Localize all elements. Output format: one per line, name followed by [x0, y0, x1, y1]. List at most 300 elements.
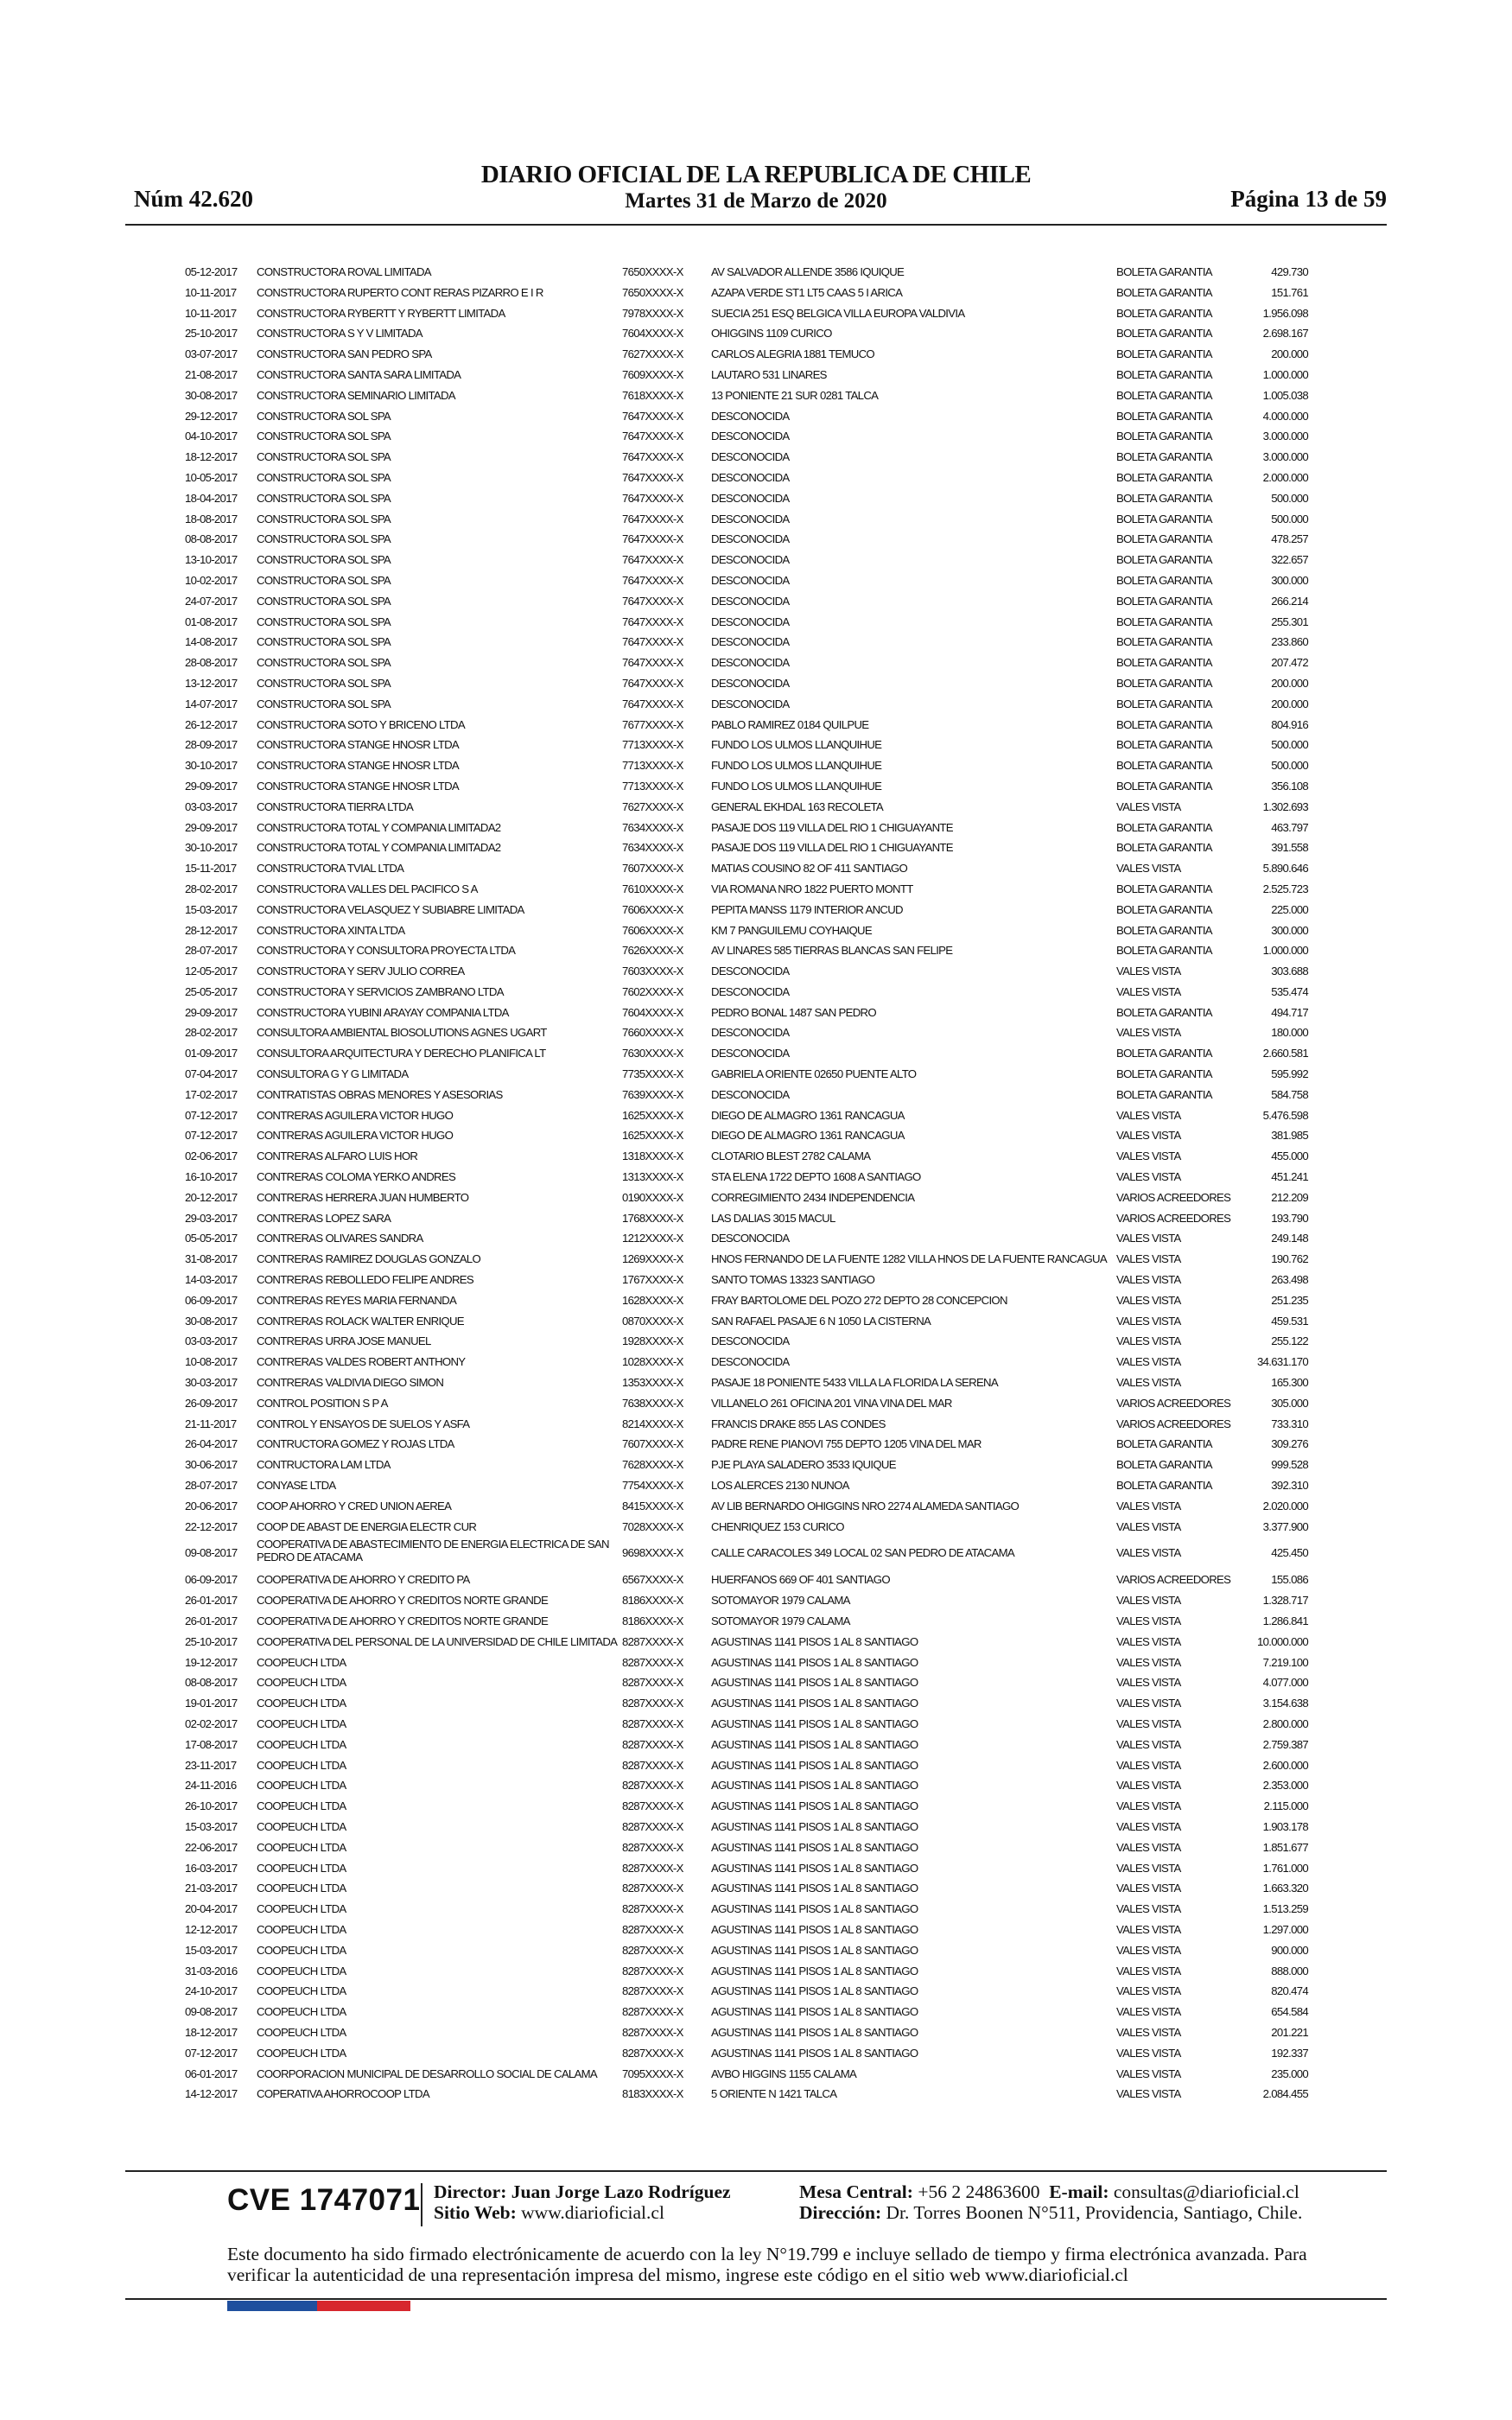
record-date: 10-08-2017 — [185, 1355, 238, 1369]
record-amount: 5.476.598 — [1262, 1108, 1308, 1122]
footer-divider-top — [125, 2170, 1387, 2172]
record-date: 29-09-2017 — [185, 1005, 238, 1019]
record-date: 29-03-2017 — [185, 1211, 238, 1225]
record-address: FUNDO LOS ULMOS LLANQUIHUE — [711, 738, 882, 752]
record-rut: 8186XXXX-X — [622, 1614, 683, 1627]
record-row — [185, 859, 1308, 880]
record-address: AGUSTINAS 1141 PISOS 1 AL 8 SANTIAGO — [711, 2005, 918, 2019]
record-rut: 8287XXXX-X — [622, 1840, 683, 1854]
record-amount: 3.154.638 — [1262, 1697, 1308, 1710]
record-amount: 584.758 — [1271, 1087, 1308, 1101]
record-rut: 1313XXXX-X — [622, 1170, 683, 1184]
record-type: VALES VISTA — [1116, 1614, 1181, 1627]
record-amount: 10.000.000 — [1256, 1634, 1308, 1648]
record-type: VALES VISTA — [1116, 984, 1181, 998]
record-amount: 3.377.900 — [1262, 1519, 1308, 1533]
records-table — [185, 263, 1308, 2105]
record-amount: 2.759.387 — [1262, 1737, 1308, 1751]
record-name: COOPEUCH LTDA — [257, 1861, 346, 1875]
record-address: AV SALVADOR ALLENDE 3586 IQUIQUE — [711, 265, 905, 278]
record-row — [185, 941, 1308, 962]
record-row — [185, 1518, 1308, 1538]
record-type: VALES VISTA — [1116, 1546, 1181, 1560]
record-amount: 165.300 — [1271, 1376, 1308, 1390]
record-row — [185, 366, 1308, 386]
record-rut: 7603XXXX-X — [622, 965, 683, 978]
record-amount: 155.086 — [1271, 1573, 1308, 1587]
record-type: VALES VISTA — [1116, 799, 1181, 813]
record-type: BOLETA GARANTIA — [1116, 367, 1212, 381]
record-name: CONTRERAS AGUILERA VICTOR HUGO — [257, 1129, 454, 1143]
record-rut: 7978XXXX-X — [622, 306, 683, 320]
record-rut: 8415XXXX-X — [622, 1499, 683, 1512]
record-date: 10-11-2017 — [185, 306, 237, 320]
record-date: 15-03-2017 — [185, 1943, 238, 1957]
record-date: 10-02-2017 — [185, 573, 238, 587]
record-address: 5 ORIENTE N 1421 TALCA — [711, 2087, 837, 2101]
record-type: BOLETA GARANTIA — [1116, 902, 1212, 916]
record-row — [185, 1373, 1308, 1394]
record-rut: 7028XXXX-X — [622, 1519, 683, 1533]
record-address: SOTOMAYOR 1979 CALAMA — [711, 1594, 850, 1608]
record-amount: 4.000.000 — [1262, 409, 1308, 423]
record-amount: 1.000.000 — [1262, 944, 1308, 958]
record-date: 28-12-2017 — [185, 923, 238, 937]
record-address: VILLANELO 261 OFICINA 201 VINA VINA DEL MAR — [711, 1396, 952, 1410]
record-row — [185, 1270, 1308, 1291]
record-name: CONTRERAS COLOMA YERKO ANDRES — [257, 1170, 456, 1184]
record-rut: 8287XXXX-X — [622, 2046, 683, 2060]
record-amount: 5.890.646 — [1262, 862, 1308, 876]
record-name: COOPEUCH LTDA — [257, 1882, 346, 1895]
record-type: VARIOS ACREEDORES — [1116, 1573, 1231, 1587]
record-amount: 888.000 — [1271, 1964, 1308, 1977]
record-amount: 1.761.000 — [1262, 1861, 1308, 1875]
record-address: OHIGGINS 1109 CURICO — [711, 327, 832, 341]
record-type: BOLETA GARANTIA — [1116, 717, 1212, 731]
director-label: Director: — [434, 2181, 507, 2202]
record-rut: 7647XXXX-X — [622, 635, 683, 649]
record-row — [185, 1818, 1308, 1838]
record-amount: 494.717 — [1271, 1005, 1308, 1019]
record-type: VALES VISTA — [1116, 1519, 1181, 1533]
record-address: AZAPA VERDE ST1 LT5 CAAS 5 I ARICA — [711, 285, 903, 299]
record-date: 26-12-2017 — [185, 717, 238, 731]
record-address: AGUSTINAS 1141 PISOS 1 AL 8 SANTIAGO — [711, 1922, 918, 1936]
record-date: 22-12-2017 — [185, 1519, 238, 1533]
record-rut: 8287XXXX-X — [622, 1861, 683, 1875]
record-amount: 305.000 — [1271, 1396, 1308, 1410]
record-amount: 1.000.000 — [1262, 367, 1308, 381]
record-date: 12-12-2017 — [185, 1922, 238, 1936]
record-amount: 1.302.693 — [1262, 799, 1308, 813]
record-rut: 7647XXXX-X — [622, 409, 683, 423]
record-rut: 7713XXXX-X — [622, 738, 683, 752]
record-type: VARIOS ACREEDORES — [1116, 1417, 1231, 1430]
record-type: VALES VISTA — [1116, 2025, 1181, 2039]
record-row — [185, 468, 1308, 489]
record-row — [185, 2023, 1308, 2044]
record-row — [185, 1229, 1308, 1250]
record-rut: 7647XXXX-X — [622, 450, 683, 464]
record-name: CONTRERAS REYES MARIA FERNANDA — [257, 1293, 457, 1307]
record-amount: 200.000 — [1271, 347, 1308, 361]
record-date: 07-12-2017 — [185, 2046, 238, 2060]
record-name: CONSTRUCTORA RUPERTO CONT RERAS PIZARRO E I R — [257, 285, 543, 299]
record-amount: 392.310 — [1271, 1479, 1308, 1493]
record-name: CONTRERAS AGUILERA VICTOR HUGO — [257, 1108, 454, 1122]
record-name: COOPEUCH LTDA — [257, 1697, 346, 1710]
record-row — [185, 1086, 1308, 1106]
record-amount: 1.663.320 — [1262, 1882, 1308, 1895]
record-type: VALES VISTA — [1116, 2005, 1181, 2019]
record-row — [185, 798, 1308, 818]
record-type: VALES VISTA — [1116, 2087, 1181, 2101]
record-row — [185, 1394, 1308, 1415]
flag-stripe-red — [317, 2301, 410, 2311]
record-amount: 804.916 — [1271, 717, 1308, 731]
record-amount: 2.698.167 — [1262, 327, 1308, 341]
record-type: VALES VISTA — [1116, 1737, 1181, 1751]
record-rut: 8287XXXX-X — [622, 1655, 683, 1669]
record-rut: 7634XXXX-X — [622, 820, 683, 834]
record-rut: 7607XXXX-X — [622, 862, 683, 876]
record-date: 10-11-2017 — [185, 285, 237, 299]
record-address: DESCONOCIDA — [711, 1026, 790, 1040]
record-row — [185, 2044, 1308, 2065]
record-type: BOLETA GARANTIA — [1116, 1047, 1212, 1060]
record-name: COPERATIVA AHORROCOOP LTDA — [257, 2087, 429, 2101]
record-date: 02-02-2017 — [185, 1716, 238, 1730]
record-row — [185, 1044, 1308, 1065]
record-row — [185, 1209, 1308, 1230]
record-address: VIA ROMANA NRO 1822 PUERTO MONTT — [711, 882, 913, 895]
record-name: COOPEUCH LTDA — [257, 1943, 346, 1957]
record-date: 16-03-2017 — [185, 1861, 238, 1875]
contact-line — [799, 2181, 1299, 2203]
record-type: VALES VISTA — [1116, 1819, 1181, 1833]
record-address: AGUSTINAS 1141 PISOS 1 AL 8 SANTIAGO — [711, 1655, 918, 1669]
record-type: VALES VISTA — [1116, 1697, 1181, 1710]
record-rut: 7650XXXX-X — [622, 285, 683, 299]
record-rut: 7713XXXX-X — [622, 779, 683, 793]
record-name: CONSTRUCTORA SOL SPA — [257, 532, 391, 546]
record-row — [185, 1291, 1308, 1312]
record-name: COOPERATIVA DE AHORRO Y CREDITOS NORTE GRANDE — [257, 1594, 549, 1608]
record-name: CONSTRUCTORA S Y V LIMITADA — [257, 327, 422, 341]
record-date: 14-12-2017 — [185, 2087, 238, 2101]
record-date: 29-09-2017 — [185, 779, 238, 793]
record-address: SUECIA 251 ESQ BELGICA VILLA EUROPA VALDIVIA — [711, 306, 965, 320]
record-type: VALES VISTA — [1116, 1355, 1181, 1369]
record-type: VARIOS ACREEDORES — [1116, 1211, 1231, 1225]
record-amount: 7.219.100 — [1262, 1655, 1308, 1669]
record-name: CONTROL Y ENSAYOS DE SUELOS Y ASFA — [257, 1417, 470, 1430]
record-rut: 7660XXXX-X — [622, 1026, 683, 1040]
publication-date: Martes 31 de Marzo de 2020 — [625, 189, 887, 213]
record-address: CORREGIMIENTO 2434 INDEPENDENCIA — [711, 1190, 915, 1204]
director-line — [434, 2181, 731, 2203]
record-type: VALES VISTA — [1116, 1922, 1181, 1936]
cve-separator — [421, 2183, 422, 2226]
record-name: COOPEUCH LTDA — [257, 2025, 346, 2039]
record-type: VALES VISTA — [1116, 1108, 1181, 1122]
record-name: CONSTRUCTORA STANGE HNOSR LTDA — [257, 779, 459, 793]
record-row — [185, 1715, 1308, 1735]
record-rut: 7618XXXX-X — [622, 388, 683, 402]
record-row — [185, 1538, 1308, 1570]
record-type: VALES VISTA — [1116, 1499, 1181, 1512]
record-row — [185, 1065, 1308, 1086]
record-rut: 8287XXXX-X — [622, 1902, 683, 1916]
record-address: FUNDO LOS ULMOS LLANQUIHUE — [711, 779, 882, 793]
record-address: DESCONOCIDA — [711, 676, 790, 690]
record-name: CONSTRUCTORA SOL SPA — [257, 512, 391, 525]
record-address: AGUSTINAS 1141 PISOS 1 AL 8 SANTIAGO — [711, 1779, 918, 1793]
record-amount: 190.762 — [1271, 1252, 1308, 1266]
record-row — [185, 2003, 1308, 2023]
record-date: 23-11-2017 — [185, 1758, 237, 1772]
record-name: COOPEUCH LTDA — [257, 1840, 346, 1854]
record-row — [185, 1332, 1308, 1353]
record-name: COOP AHORRO Y CRED UNION AEREA — [257, 1499, 452, 1512]
record-name: COOPEUCH LTDA — [257, 1716, 346, 1730]
record-date: 28-07-2017 — [185, 944, 238, 958]
record-address: FUNDO LOS ULMOS LLANQUIHUE — [711, 759, 882, 773]
record-type: BOLETA GARANTIA — [1116, 759, 1212, 773]
record-address: AGUSTINAS 1141 PISOS 1 AL 8 SANTIAGO — [711, 1697, 918, 1710]
record-rut: 7647XXXX-X — [622, 676, 683, 690]
record-date: 06-01-2017 — [185, 2067, 238, 2080]
record-date: 14-03-2017 — [185, 1273, 238, 1287]
record-address: LAUTARO 531 LINARES — [711, 367, 827, 381]
record-address: AGUSTINAS 1141 PISOS 1 AL 8 SANTIAGO — [711, 1758, 918, 1772]
record-date: 26-01-2017 — [185, 1594, 238, 1608]
record-row — [185, 1147, 1308, 1168]
record-row — [185, 1735, 1308, 1756]
record-amount: 309.276 — [1271, 1437, 1308, 1451]
record-amount: 654.584 — [1271, 2005, 1308, 2019]
site-link[interactable]: www.diarioficial.cl — [521, 2202, 664, 2223]
record-amount: 2.600.000 — [1262, 1758, 1308, 1772]
record-address: DESCONOCIDA — [711, 512, 790, 525]
record-date: 02-06-2017 — [185, 1150, 238, 1163]
record-rut: 7639XXXX-X — [622, 1087, 683, 1101]
record-date: 18-08-2017 — [185, 512, 238, 525]
record-date: 07-12-2017 — [185, 1108, 238, 1122]
record-address: GENERAL EKHDAL 163 RECOLETA — [711, 799, 884, 813]
record-amount: 500.000 — [1271, 738, 1308, 752]
record-amount: 201.221 — [1271, 2025, 1308, 2039]
record-date: 07-12-2017 — [185, 1129, 238, 1143]
record-row — [185, 653, 1308, 674]
record-row — [185, 427, 1308, 448]
record-name: CONTROL POSITION S P A — [257, 1396, 388, 1410]
record-amount: 193.790 — [1271, 1211, 1308, 1225]
record-date: 03-03-2017 — [185, 1334, 238, 1348]
record-type: VALES VISTA — [1116, 1634, 1181, 1648]
record-type: BOLETA GARANTIA — [1116, 347, 1212, 361]
record-amount: 3.000.000 — [1262, 430, 1308, 443]
record-row — [185, 818, 1308, 839]
record-address: DESCONOCIDA — [711, 1047, 790, 1060]
record-name: COOPEUCH LTDA — [257, 1819, 346, 1833]
record-type: BOLETA GARANTIA — [1116, 738, 1212, 752]
record-row — [185, 407, 1308, 428]
record-rut: 0870XXXX-X — [622, 1314, 683, 1328]
record-date: 21-08-2017 — [185, 367, 238, 381]
record-type: VALES VISTA — [1116, 1861, 1181, 1875]
record-name: CONSTRUCTORA SOL SPA — [257, 470, 391, 484]
record-rut: 7609XXXX-X — [622, 367, 683, 381]
record-amount: 300.000 — [1271, 923, 1308, 937]
record-row — [185, 1838, 1308, 1859]
record-address: AV LIB BERNARDO OHIGGINS NRO 2274 ALAMEDA SANTIAGO — [711, 1499, 1020, 1512]
record-name: CONYASE LTDA — [257, 1479, 336, 1493]
record-row — [185, 592, 1308, 613]
record-row — [185, 571, 1308, 592]
record-amount: 425.450 — [1271, 1546, 1308, 1560]
record-name: CONSTRUCTORA Y SERV JULIO CORREA — [257, 965, 465, 978]
record-name: CONTRERAS LOPEZ SARA — [257, 1211, 391, 1225]
flag-stripe-blue — [227, 2301, 317, 2311]
email-link[interactable]: consultas@diarioficial.cl — [1113, 2181, 1299, 2202]
record-address: AGUSTINAS 1141 PISOS 1 AL 8 SANTIAGO — [711, 1882, 918, 1895]
record-amount: 2.660.581 — [1262, 1047, 1308, 1060]
record-amount: 192.337 — [1271, 2046, 1308, 2060]
record-date: 03-07-2017 — [185, 347, 238, 361]
record-amount: 303.688 — [1271, 965, 1308, 978]
record-type: BOLETA GARANTIA — [1116, 882, 1212, 895]
record-rut: 0190XXXX-X — [622, 1190, 683, 1204]
record-date: 06-09-2017 — [185, 1293, 238, 1307]
record-address: AGUSTINAS 1141 PISOS 1 AL 8 SANTIAGO — [711, 1716, 918, 1730]
record-row — [185, 838, 1308, 859]
record-date: 07-04-2017 — [185, 1067, 238, 1081]
record-date: 05-12-2017 — [185, 265, 238, 278]
record-address: DESCONOCIDA — [711, 1334, 790, 1348]
record-row — [185, 1435, 1308, 1455]
record-name: CONSTRUCTORA SEMINARIO LIMITADA — [257, 388, 455, 402]
record-date: 21-11-2017 — [185, 1417, 237, 1430]
record-name: CONSTRUCTORA Y SERVICIOS ZAMBRANO LTDA — [257, 984, 504, 998]
cve-code: CVE 1747071 — [227, 2183, 421, 2217]
record-address: AGUSTINAS 1141 PISOS 1 AL 8 SANTIAGO — [711, 1676, 918, 1690]
record-name: COOPERATIVA DE AHORRO Y CREDITO PA — [257, 1573, 470, 1587]
record-name: CONTRERAS OLIVARES SANDRA — [257, 1232, 423, 1245]
mesa-label: Mesa Central: — [799, 2181, 913, 2202]
record-amount: 900.000 — [1271, 1943, 1308, 1957]
record-rut: 7606XXXX-X — [622, 923, 683, 937]
record-name: CONSTRUCTORA VELASQUEZ Y SUBIABRE LIMITADA — [257, 902, 524, 916]
record-address: SOTOMAYOR 1979 CALAMA — [711, 1614, 850, 1627]
record-date: 19-01-2017 — [185, 1697, 238, 1710]
record-type: BOLETA GARANTIA — [1116, 1479, 1212, 1493]
record-row — [185, 921, 1308, 942]
record-type: VALES VISTA — [1116, 1170, 1181, 1184]
record-row — [185, 1776, 1308, 1797]
record-rut: 8287XXXX-X — [622, 1634, 683, 1648]
record-rut: 7606XXXX-X — [622, 902, 683, 916]
record-rut: 7604XXXX-X — [622, 327, 683, 341]
record-date: 05-05-2017 — [185, 1232, 238, 1245]
record-name: CONSTRUCTORA SOL SPA — [257, 635, 391, 649]
record-address: DESCONOCIDA — [711, 1232, 790, 1245]
record-row — [185, 1003, 1308, 1024]
record-rut: 7630XXXX-X — [622, 1047, 683, 1060]
record-address: LAS DALIAS 3015 MACUL — [711, 1211, 835, 1225]
record-name: COOPEUCH LTDA — [257, 1922, 346, 1936]
record-rut: 7607XXXX-X — [622, 1437, 683, 1451]
record-row — [185, 901, 1308, 921]
record-amount: 255.122 — [1271, 1334, 1308, 1348]
record-type: BOLETA GARANTIA — [1116, 635, 1212, 649]
record-name: COOPEUCH LTDA — [257, 1799, 346, 1813]
record-row — [185, 1653, 1308, 1674]
record-name: COOPERATIVA DE ABASTECIMIENTO DE ENERGIA ELECTRICA DE SAN PEDRO DE ATACAMA — [257, 1538, 609, 1564]
record-date: 25-05-2017 — [185, 984, 238, 998]
record-row — [185, 1962, 1308, 1983]
record-address: AGUSTINAS 1141 PISOS 1 AL 8 SANTIAGO — [711, 1819, 918, 1833]
record-type: VALES VISTA — [1116, 1882, 1181, 1895]
record-address: DESCONOCIDA — [711, 553, 790, 567]
record-address: DESCONOCIDA — [711, 965, 790, 978]
record-date: 14-07-2017 — [185, 697, 238, 710]
record-amount: 151.761 — [1271, 285, 1308, 299]
record-row — [185, 1250, 1308, 1270]
record-type: VALES VISTA — [1116, 1655, 1181, 1669]
record-row — [185, 1797, 1308, 1818]
record-rut: 7647XXXX-X — [622, 470, 683, 484]
record-rut: 7628XXXX-X — [622, 1458, 683, 1472]
record-rut: 7647XXXX-X — [622, 491, 683, 505]
record-name: CONSTRUCTORA SOL SPA — [257, 573, 391, 587]
record-type: VALES VISTA — [1116, 1594, 1181, 1608]
record-type: BOLETA GARANTIA — [1116, 409, 1212, 423]
record-row — [185, 1168, 1308, 1188]
record-type: BOLETA GARANTIA — [1116, 491, 1212, 505]
record-row — [185, 777, 1308, 798]
record-name: CONTRERAS REBOLLEDO FELIPE ANDRES — [257, 1273, 473, 1287]
record-amount: 207.472 — [1271, 656, 1308, 670]
record-date: 30-10-2017 — [185, 759, 238, 773]
record-address: SANTO TOMAS 13323 SANTIAGO — [711, 1273, 875, 1287]
record-type: VALES VISTA — [1116, 1779, 1181, 1793]
record-date: 15-11-2017 — [185, 862, 237, 876]
record-date: 24-11-2016 — [185, 1779, 237, 1793]
record-rut: 7627XXXX-X — [622, 347, 683, 361]
record-name: CONTRUCTORA GOMEZ Y ROJAS LTDA — [257, 1437, 454, 1451]
record-amount: 3.000.000 — [1262, 450, 1308, 464]
record-name: CONSULTORA G Y G LIMITADA — [257, 1067, 409, 1081]
record-row — [185, 695, 1308, 716]
record-amount: 266.214 — [1271, 594, 1308, 608]
record-row — [185, 345, 1308, 366]
record-type: BOLETA GARANTIA — [1116, 450, 1212, 464]
site-label: Sitio Web: — [434, 2202, 517, 2223]
record-name: COOPEUCH LTDA — [257, 1779, 346, 1793]
record-rut: 8287XXXX-X — [622, 1922, 683, 1936]
record-type: VALES VISTA — [1116, 1232, 1181, 1245]
record-rut: 1269XXXX-X — [622, 1252, 683, 1266]
record-date: 18-12-2017 — [185, 2025, 238, 2039]
record-type: VALES VISTA — [1116, 1376, 1181, 1390]
record-rut: 1628XXXX-X — [622, 1293, 683, 1307]
record-type: BOLETA GARANTIA — [1116, 1005, 1212, 1019]
record-type: BOLETA GARANTIA — [1116, 388, 1212, 402]
record-amount: 300.000 — [1271, 573, 1308, 587]
record-date: 30-06-2017 — [185, 1458, 238, 1472]
